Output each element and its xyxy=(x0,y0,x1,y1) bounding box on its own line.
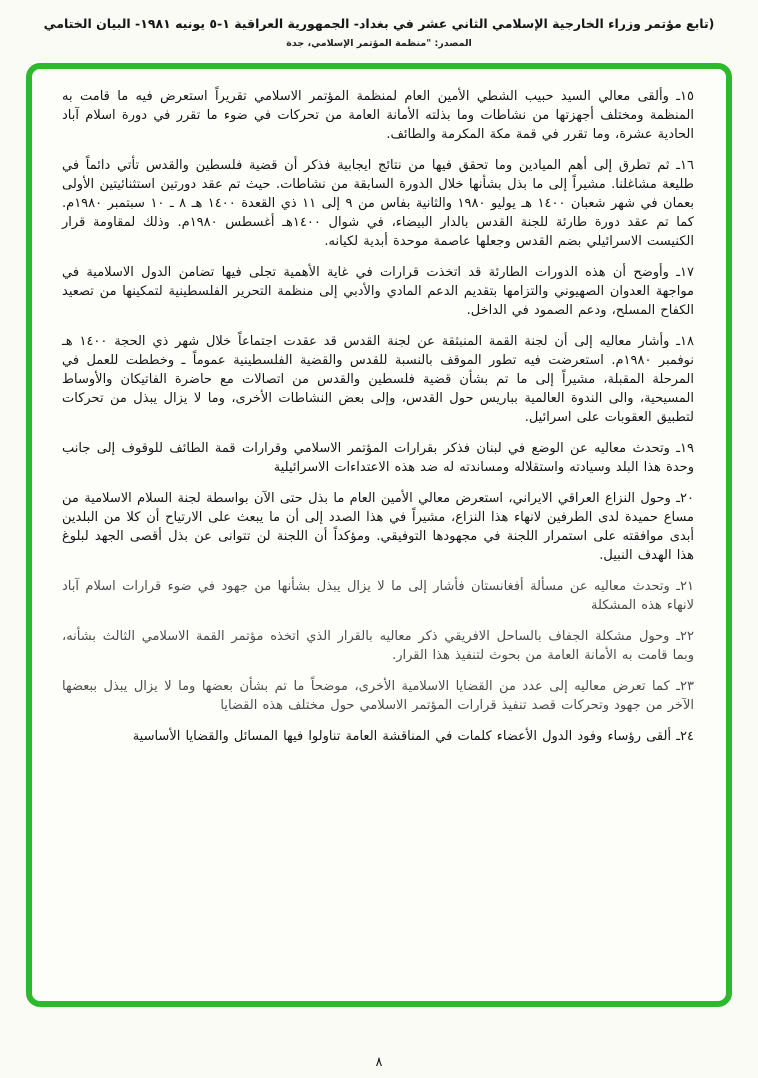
paragraph-item: ٢٤ـ ألقى رؤساء وفود الدول الأعضاء كلمات في المناقشة العامة تناولوا فيها المسائل والقضايا الأساسية xyxy=(132,729,694,744)
document-source: المصدر: "منظمة المؤتمر الإسلامي، جدة xyxy=(286,38,472,49)
content-frame xyxy=(26,63,732,1007)
paragraph-item: ١٩ـ وتحدث معاليه عن الوضع في لبنان فذكر بقرارات المؤتمر الاسلامي وقرارات قمة الطائف للوقوف إلى جانب وحدة هذا البلد وسيادته واستقلاله ومساندته له ضد هذه الاعتداءات الاسرائيلية xyxy=(62,441,694,475)
document-title: (تابع مؤتمر وزراء الخارجية الإسلامي الثاني عشر في بغداد- الجمهورية العراقية ١-٥ يونيه ١٩٨١- البيان الختامي xyxy=(43,16,715,31)
paragraph-item: ٢٢ـ وحول مشكلة الجفاف بالساحل الافريقي ذكر معاليه بالقرار الذي اتخذه مؤتمر القمة الاسلامي الثالث بشأنه، وبما قامت به الأمانة العامة من بحوث لتنفيذ هذا القرار. xyxy=(62,629,694,663)
paragraph-item: ١٨ـ وأشار معاليه إلى أن لجنة القمة المنبثقة عن لجنة القدس قد عقدت اجتماعاً خلال شهر ذي الحجة ١٤٠٠ هـ نوفمبر ١٩٨٠م. استعرضت فيه تطور الموقف بالنسبة للقدس والقضية الفلسطينية عموماً ـ وخططت للعمل في المرحلة المقبلة، مشيراً إلى ما تم بشأن قضية فلسطين والقدس من اتصالات مع حاضرة الفاتيكان والأوساط المسيحية، والى الندوة العالمية بباريس حول القدس، وإلى بعض النشاطات الأخرى، وما لا يزال يبذل من تحركات لتطبيق العقوبات على اسرائيل. xyxy=(62,334,694,425)
paragraph-list xyxy=(62,87,694,746)
paragraph-item: ١٦ـ ثم تطرق إلى أهم الميادين وما تحقق فيها من نتائج ايجابية فذكر أن قضية فلسطين والقدس تأتي دائماً في طليعة مشاغلنا. مشيراً إلى ما بذل بشأنها خلال الدورة السابقة من نشاطات. حيث تم عقد دورتين استثنائيتين الأولى بعمان في شهر شعبان ١٤٠٠ هـ يوليو ١٩٨٠ والثانية بفاس من ٩ إلى ١١ ذي القعدة ١٤٠٠ هـ ٨ ـ ١٠ سبتمبر ١٩٨٠م. كما تم عقد دورة طارئة للجنة القدس بالدار البيضاء، في شوال ١٤٠٠هـ أغسطس ١٩٨٠م. وذلك لمقاومة قرار الكنيست الاسرائيلي بضم القدس وجعلها عاصمة موحدة أبدية لكيانه. xyxy=(62,158,694,249)
paragraph-item: ١٧ـ وأوضح أن هذه الدورات الطارئة قد اتخذت قرارات في غاية الأهمية تجلى فيها تضامن الدول الاسلامية في مواجهة العدوان الصهيوني والتزامها بتقديم الدعم المادي والأدبي إلى منظمة التحرير الفلسطينية لتمكينها من تصعيد الكفاح المسلح، ودعم الصمود في الداخل. xyxy=(62,265,694,318)
paragraph-item: ٢٠ـ وحول النزاع العراقي الايراني، استعرض معالي الأمين العام ما بذل حتى الآن بواسطة لجنة السلام الاسلامية من مساع حميدة لدى الطرفين لانهاء هذا النزاع، مشيراً في هذا الصدد إلى أن ما يبعث على الارتياح أن كلا من البلدين أبدى موافقته على استمرار اللجنة في مجهودها التوفيقي. ومؤكداً أن اللجنة لن تتوانى عن بذل أقصى الجهد لبلوغ هذا الهدف النبيل. xyxy=(62,491,694,563)
page-number: ٨ xyxy=(375,1055,383,1070)
paragraph-item: ٢١ـ وتحدث معاليه عن مسألة أفغانستان فأشار إلى ما لا يزال يبذل بشأنها من جهود في ضوء قرارات اسلام آباد لانهاء هذه المشكلة xyxy=(62,579,694,613)
document-header xyxy=(0,0,758,49)
paragraph-item: ١٥ـ وألقى معالي السيد حبيب الشطي الأمين العام لمنظمة المؤتمر الاسلامي تقريراً استعرض فيه ما قامت به المنظمة ومختلف أجهزتها من نشاطات وما بذلته الأمانة العامة من تحركات في ضوء ما تقرر في دورة اسلام آباد الحادية عشرة، وما تقرر في قمة مكة المكرمة والطائف. xyxy=(62,89,694,142)
paragraph-item: ٢٣ـ كما تعرض معاليه إلى عدد من القضايا الاسلامية الأخرى، موضحاً ما تم بشأن بعضها وما لا يزال يبذل ببعضها الآخر من جهود وتحركات قصد تنفيذ قرارات المؤتمر الاسلامي حول مختلف هذه القضايا xyxy=(62,679,694,713)
